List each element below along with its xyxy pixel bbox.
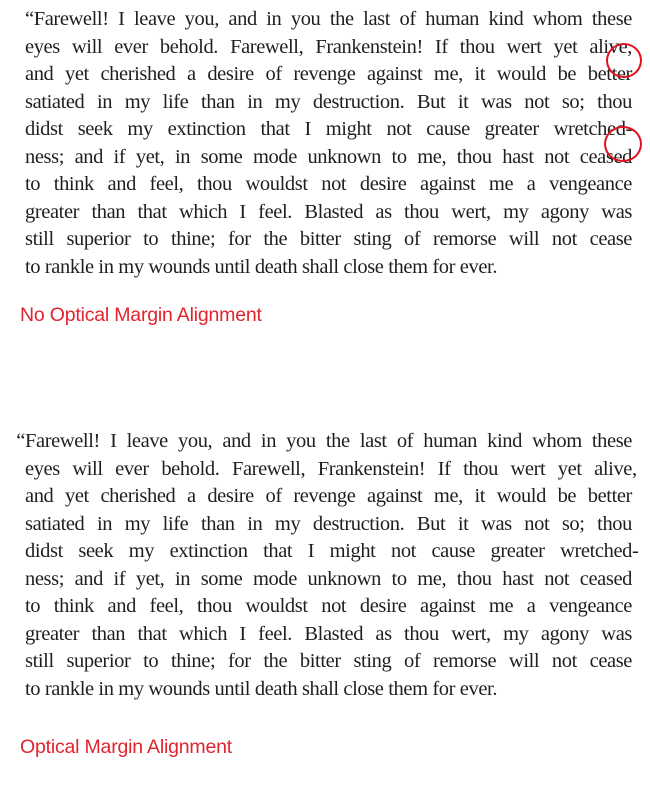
text-line: to rankle in my wounds until death shall close them for ever.	[25, 677, 498, 700]
text-line: didst seek my extinction that I might not cause greater wretched -	[25, 538, 632, 566]
text-line: greater than that which I feel. Blasted as thou wert, my agony was	[25, 200, 632, 223]
caption-optical-margin-alignment: Optical Margin Alignment	[20, 736, 232, 758]
paragraph-optical-margin-alignment	[16, 428, 639, 703]
text-line: satiated in my life than in my destruction. But it was not so; thou	[25, 90, 632, 113]
text-line: eyes will ever behold. Farewell, Frankenstein! If thou wert yet alive ,	[25, 456, 632, 484]
hanging-open-quote-glyph: “	[16, 430, 25, 452]
text-line: ness; and if yet, in some mode unknown to me, thou hast not ceased	[25, 145, 632, 168]
text-line: to think and feel, thou wouldst not desire against me a vengeance	[25, 595, 632, 617]
text-line: to rankle in my wounds until death shall close them for ever.	[25, 255, 498, 278]
text-line: eyes will ever behold. Farewell, Frankenstein! If thou wert yet alive,	[25, 35, 632, 58]
text-line: didst seek my extinction that I might not cause greater wretched-	[25, 118, 632, 140]
text-line: still superior to thine; for the bitter sting of remorse will not cease	[25, 228, 632, 250]
text-line: “ Farewell! I leave you, and in you the last of human kind whom these	[25, 428, 632, 456]
text-line: and yet cherished a desire of revenge against me, it would be better	[25, 485, 632, 507]
text-line: still superior to thine; for the bitter sting of remorse will not cease	[25, 650, 632, 672]
paragraph-no-optical-margin-alignment	[25, 6, 632, 281]
text-line: greater than that which I feel. Blasted as thou wert, my agony was	[25, 622, 632, 645]
text-line: satiated in my life than in my destruction. But it was not so; thou	[25, 512, 632, 535]
hanging-punctuation-glyph: ,	[632, 457, 637, 480]
text-line: ness; and if yet, in some mode unknown to me, thou hast not ceased	[25, 567, 632, 590]
hanging-punctuation-glyph: -	[632, 540, 639, 562]
text-line: to think and feel, thou wouldst not desire against me a vengeance	[25, 173, 632, 195]
text-line: and yet cherished a desire of revenge against me, it would be better	[25, 63, 632, 85]
caption-no-optical-margin-alignment: No Optical Margin Alignment	[20, 304, 262, 326]
text-line: “Farewell! I leave you, and in you the last of human kind whom these	[25, 8, 632, 30]
